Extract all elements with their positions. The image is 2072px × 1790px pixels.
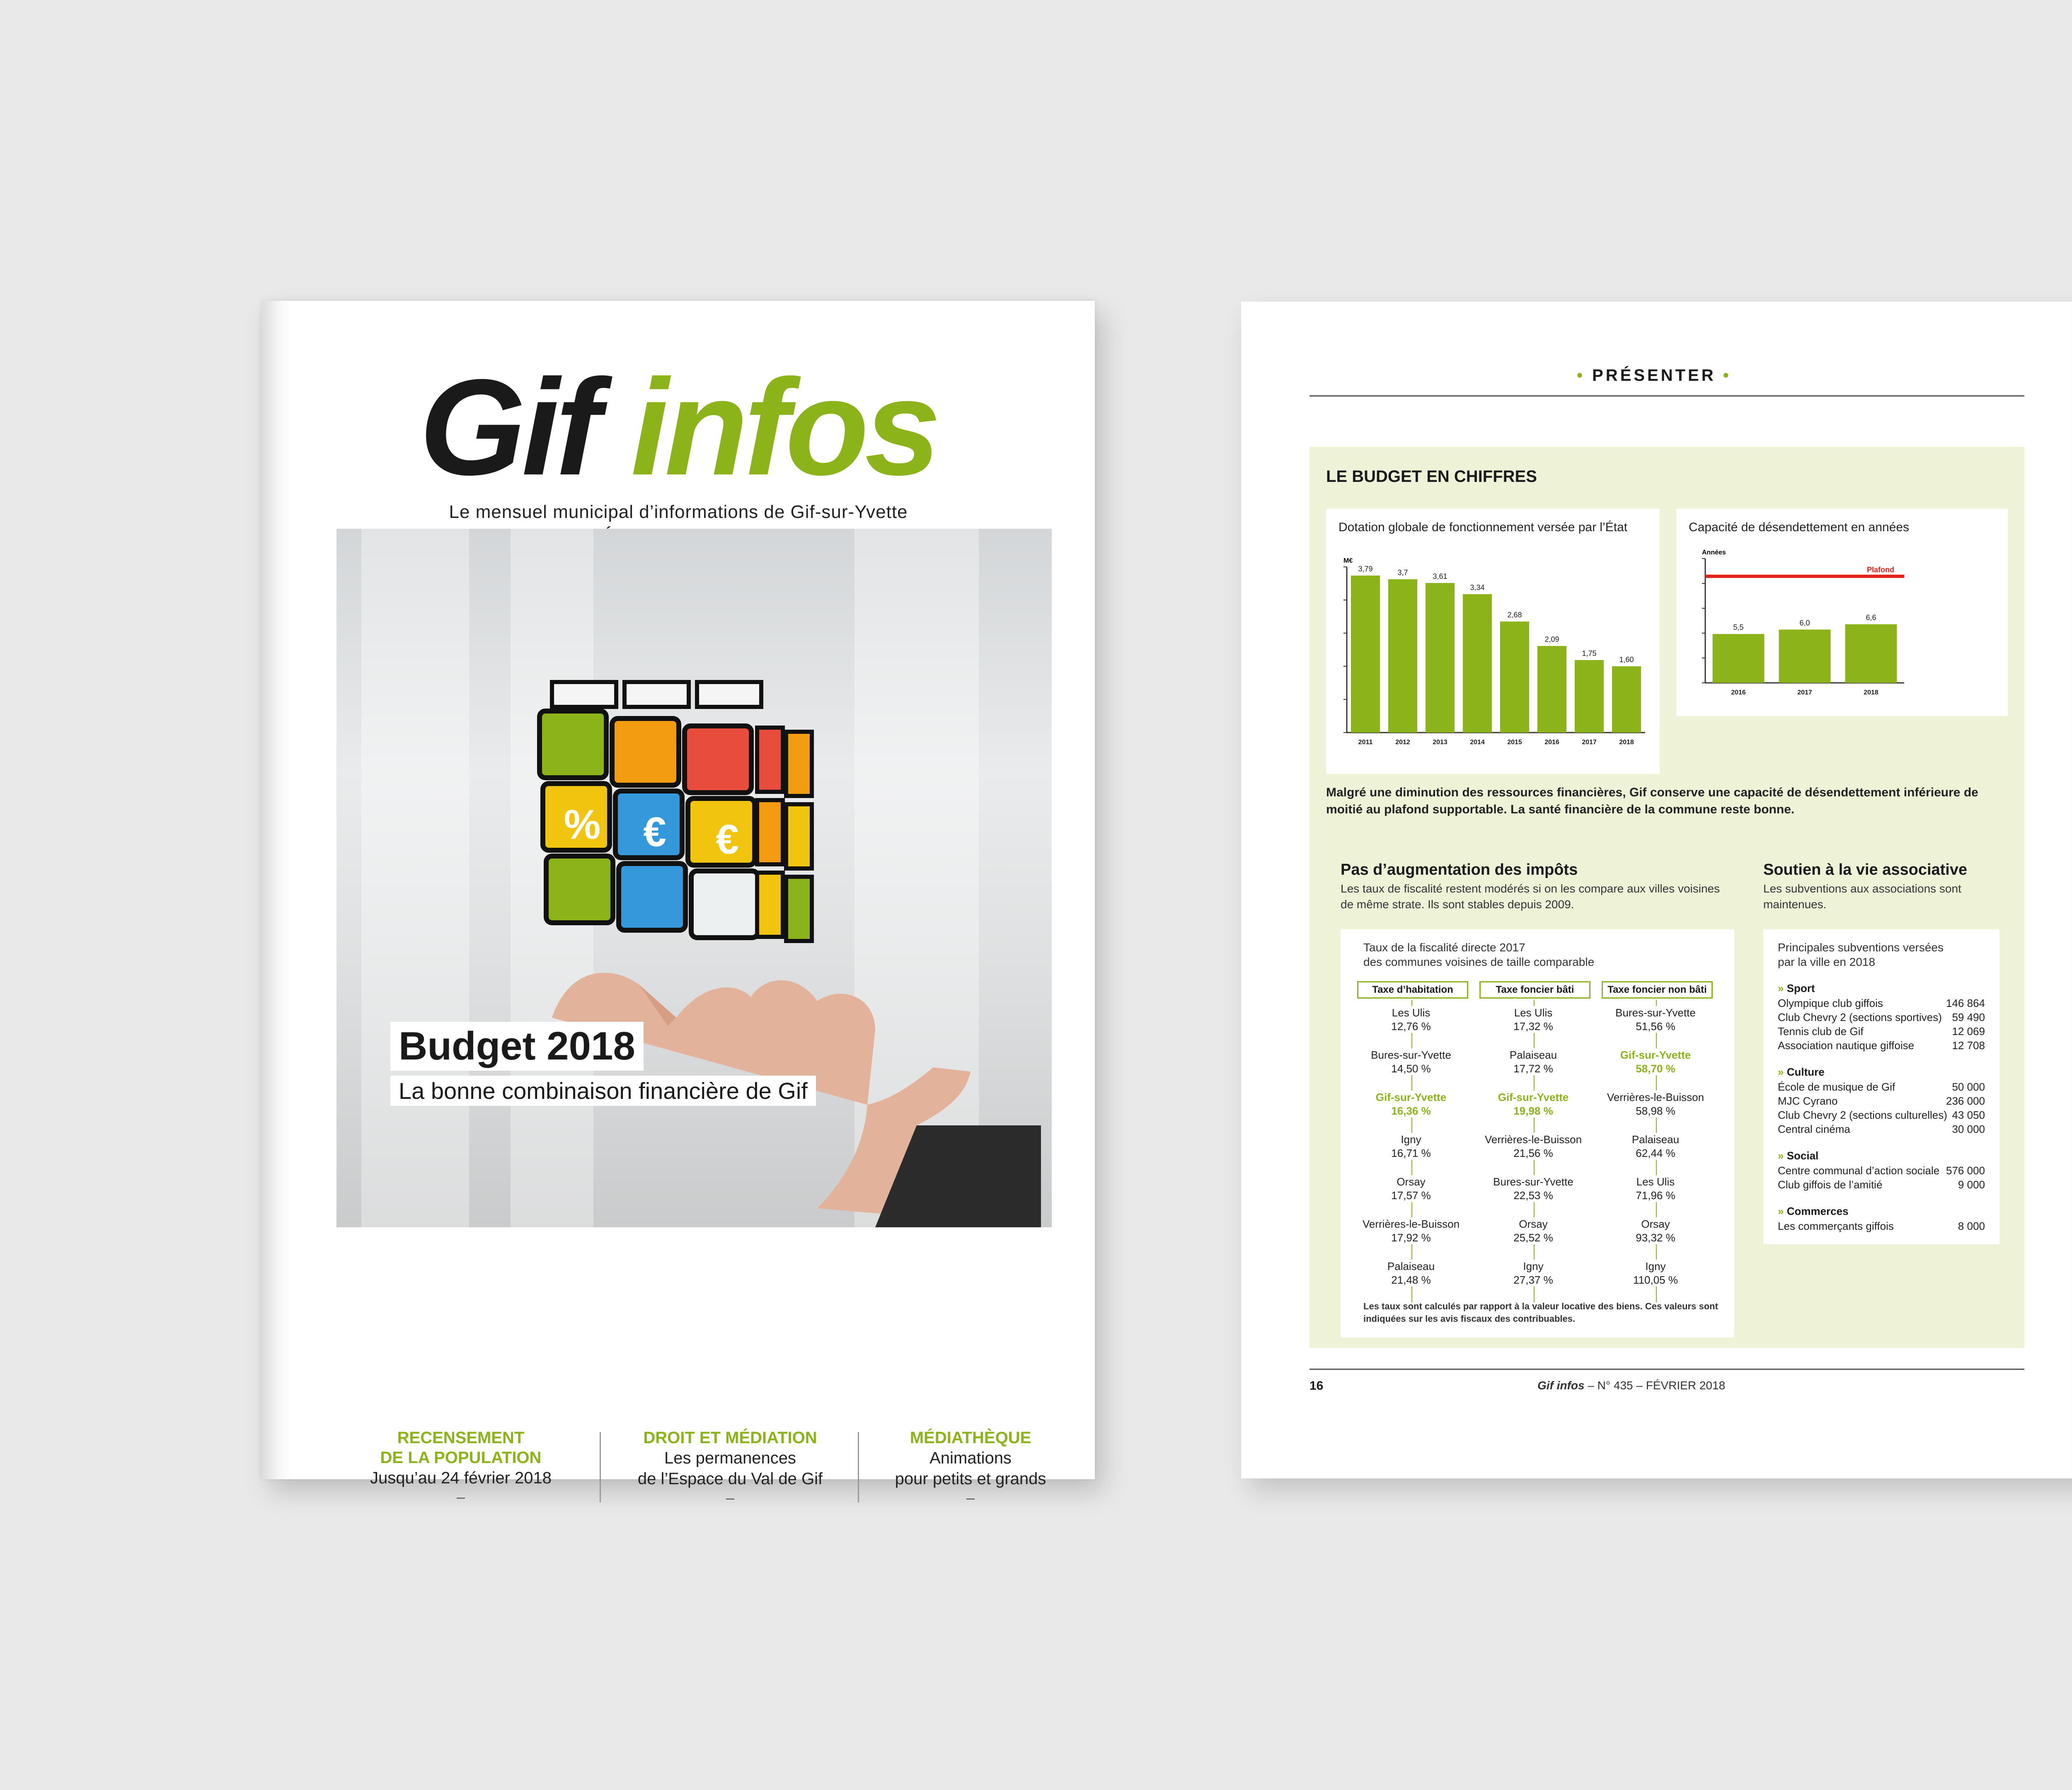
- subsidy-row: Association nautique giffoise 12 708: [1778, 1039, 1985, 1052]
- table-cell: [1598, 1091, 1714, 1118]
- cover-subheadline: La bonne combinaison financière de Gif: [390, 1076, 816, 1106]
- bar: [1351, 576, 1380, 733]
- cube-tile: [786, 804, 812, 868]
- category-label: 2012: [1395, 739, 1410, 746]
- commune-name: Gif-sur-Yvette: [1620, 1049, 1691, 1061]
- cube-tile: [697, 682, 761, 707]
- category-label: 2018: [1864, 689, 1878, 696]
- subsidy-row: Olympique club giffois 146 864: [1778, 997, 1985, 1009]
- commune-name: Les Ulis: [1636, 1176, 1675, 1188]
- category-label: 2017: [1582, 739, 1597, 746]
- table-cell: [1353, 1260, 1469, 1287]
- table-title: Taux de la fiscalité directe 2017: [1363, 941, 1525, 954]
- tax-rate: 25,52 %: [1513, 1231, 1553, 1244]
- commune-name: Les Ulis: [1392, 1006, 1431, 1019]
- cube-tile: [625, 682, 689, 707]
- teaser-text: Les permanences: [664, 1449, 796, 1467]
- commune-name: Palaiseau: [1509, 1049, 1557, 1061]
- logo-gif: Gif: [419, 351, 597, 503]
- cube-tile: [552, 682, 616, 707]
- tax-rate: 51,56 %: [1636, 1020, 1675, 1033]
- box-title: LE BUDGET EN CHIFFRES: [1326, 467, 1537, 486]
- cover-photo: [336, 529, 1052, 1227]
- page-number: 16: [1310, 1379, 1324, 1393]
- data-label: 2,68: [1507, 611, 1522, 619]
- data-label: 6,0: [1799, 619, 1810, 627]
- data-label: 6,6: [1866, 613, 1876, 622]
- commune-name: Les Ulis: [1514, 1006, 1553, 1019]
- category-label: 2011: [1358, 739, 1373, 746]
- subsidy-row: Centre communal d’action sociale 576 000: [1778, 1164, 1985, 1177]
- category-label: 2014: [1470, 739, 1485, 746]
- cover-headline: Budget 2018: [390, 1022, 644, 1071]
- table-cell: [1353, 1006, 1469, 1033]
- tax-table: [1341, 929, 1734, 1338]
- subsidy-row: Club giffois de l’amitié 9 000: [1778, 1178, 1985, 1191]
- tax-rate: 110,05 %: [1633, 1273, 1678, 1286]
- cover-teaser-census[interactable]: [345, 1428, 577, 1506]
- teaser-text: Animations: [929, 1449, 1012, 1467]
- teaser-dash: –: [456, 1488, 465, 1505]
- subsidy-row: École de musique de Gif 50 000: [1778, 1081, 1985, 1093]
- y-axis-label: M€: [1343, 557, 1353, 564]
- chart-card-debt: [1676, 509, 2008, 716]
- tax-rate: 62,44 %: [1636, 1147, 1675, 1159]
- bar: [1845, 624, 1897, 683]
- tax-rate: 19,98 %: [1513, 1104, 1553, 1117]
- magazine-cover: [262, 301, 1095, 1506]
- subsidy-row: Les commerçants giffois 8 000: [1778, 1220, 1985, 1232]
- cube-icon: €: [716, 816, 739, 863]
- cube-tile: [757, 800, 783, 864]
- bar: [1713, 634, 1765, 683]
- data-label: 3,34: [1470, 583, 1485, 592]
- subsidy-category: » Commerces: [1778, 1205, 1849, 1217]
- table-cell: [1353, 1175, 1469, 1202]
- taxes-text: Les taux de fiscalité restent modérés si on les compare aux villes voisines de même strate. Ils sont stables depuis 2009.: [1341, 882, 1720, 911]
- tax-rate: 17,72 %: [1513, 1062, 1553, 1075]
- category-label: 2017: [1797, 689, 1812, 696]
- commune-name: Palaiseau: [1387, 1260, 1435, 1272]
- commune-name: Bures-sur-Yvette: [1493, 1176, 1573, 1188]
- table-cell: [1353, 1091, 1469, 1118]
- commune-name: Bures-sur-Yvette: [1371, 1049, 1451, 1061]
- tax-rate: 58,98 %: [1636, 1104, 1675, 1117]
- table-cell: [1598, 1048, 1714, 1075]
- cube-tile: [786, 732, 812, 796]
- page-footer: Gif infos – N° 435 – FÉVRIER 2018: [1537, 1379, 1726, 1392]
- budget-summary: Malgré une diminution des ressources financières, Gif conserve une capacité de désendettement inférieure de moitié au plafond supportable. La santé financière de la commune reste bonne.: [1326, 786, 1978, 816]
- tax-rate: 58,70 %: [1636, 1062, 1675, 1075]
- data-label: 2,09: [1544, 635, 1559, 643]
- commune-name: Orsay: [1519, 1218, 1548, 1230]
- table-cell: [1475, 1260, 1591, 1287]
- cover-teaser-library[interactable]: [854, 1428, 1087, 1507]
- teaser-title: MÉDIATHÈQUE: [910, 1429, 1031, 1447]
- table-note: Les taux sont calculés par rapport à la valeur locative des biens. Ces valeurs sont indiquées sur les avis fiscaux des contribuables.: [1363, 1301, 1718, 1324]
- subsidy-category: » Social: [1778, 1149, 1819, 1162]
- y-axis-label: Années: [1702, 549, 1726, 556]
- left-page: [1241, 302, 2072, 1478]
- bar: [1779, 629, 1831, 683]
- tax-rate: 16,36 %: [1391, 1104, 1431, 1117]
- table-cell: [1598, 1175, 1714, 1202]
- commune-name: Orsay: [1641, 1218, 1670, 1230]
- teaser-title: DROIT ET MÉDIATION: [643, 1429, 817, 1447]
- cover-logo: [419, 351, 937, 503]
- table-title-2: des communes voisines de taille comparable: [1363, 955, 1595, 968]
- category-label: 2016: [1544, 739, 1559, 746]
- spread-gutter: [2070, 302, 2072, 1478]
- table-cell: [1353, 1217, 1469, 1244]
- commune-name: Orsay: [1397, 1176, 1426, 1188]
- table-cell: [1475, 1006, 1591, 1033]
- tax-rate: 93,32 %: [1636, 1231, 1675, 1244]
- bar: [1388, 579, 1417, 733]
- chart-title: Capacité de désendettement en années: [1689, 520, 1910, 534]
- teaser-title-2: DE LA POPULATION: [380, 1449, 542, 1467]
- bar: [1426, 583, 1455, 733]
- data-label: 5,5: [1733, 623, 1744, 632]
- table-cell: [1475, 1048, 1591, 1075]
- teaser-dash: –: [966, 1489, 975, 1506]
- debt-capacity-chart: [1676, 542, 2008, 716]
- cube-icon: %: [564, 801, 601, 848]
- commune-name: Gif-sur-Yvette: [1498, 1091, 1569, 1103]
- tax-rate: 71,96 %: [1636, 1189, 1675, 1202]
- commune-name: Palaiseau: [1631, 1133, 1680, 1146]
- bar: [1537, 646, 1566, 733]
- subsidy-row: MJC Cyrano 236 000: [1778, 1095, 1985, 1107]
- cover-tagline: Le mensuel municipal d’informations de Gif-sur-Yvette: [449, 502, 908, 522]
- cube-tile: [757, 728, 783, 792]
- subsidy-category: » Culture: [1778, 1066, 1825, 1078]
- magazine-spread: [1241, 302, 2072, 1478]
- table-cell: [1598, 1006, 1714, 1033]
- subsidies-card: [1763, 929, 1999, 1244]
- category-label: 2018: [1619, 739, 1634, 746]
- tax-rate: 16,71 %: [1391, 1147, 1431, 1159]
- table-cell: [1598, 1260, 1714, 1287]
- section-label: • PRÉSENTER •: [1577, 366, 1731, 385]
- teaser-title: RECENSEMENT: [397, 1429, 525, 1447]
- table-cell: [1475, 1217, 1591, 1244]
- teaser-text: Jusqu’au 24 février 2018: [370, 1469, 552, 1487]
- assoc-text: Les subventions aux associations sont maintenues.: [1763, 882, 1961, 911]
- table-column-header: Taxe d’habitation: [1357, 981, 1468, 999]
- tax-rate: 17,92 %: [1391, 1231, 1431, 1244]
- commune-name: Verrières-le-Buisson: [1362, 1218, 1460, 1230]
- teaser-dash: –: [726, 1489, 735, 1506]
- cube-tile: [612, 718, 679, 785]
- footer-rule: [1310, 1369, 2024, 1370]
- bar: [1463, 594, 1492, 733]
- data-label: 3,61: [1433, 572, 1447, 581]
- table-cell: [1353, 1133, 1469, 1160]
- header-rule: [1310, 395, 2024, 397]
- ceiling-label: Plafond: [1867, 565, 1894, 574]
- cube-tile: [685, 726, 751, 793]
- subsidy-row: Club Chevry 2 (sections culturelles) 43 050: [1778, 1109, 1985, 1121]
- subsidy-row: Central cinéma 30 000: [1778, 1123, 1985, 1135]
- tax-rate: 21,48 %: [1391, 1273, 1431, 1286]
- table-cell: [1475, 1175, 1591, 1202]
- chart-title: Dotation globale de fonctionnement versée par l’État: [1339, 520, 1628, 534]
- tax-rate: 14,50 %: [1391, 1062, 1431, 1075]
- teaser-text-2: pour petits et grands: [895, 1470, 1046, 1488]
- chart-card-dgf: [1326, 509, 1660, 774]
- table-cell: [1353, 1048, 1469, 1075]
- table-cell: [1475, 1133, 1591, 1160]
- teaser-text-2: de l’Espace du Val de Gif: [637, 1470, 823, 1488]
- bar: [1500, 622, 1529, 733]
- tax-rate: 17,32 %: [1513, 1020, 1553, 1033]
- subsidies-title-2: par la ville en 2018: [1778, 955, 1876, 968]
- data-label: 1,60: [1619, 656, 1634, 664]
- subsidies-title: Principales subventions versées: [1778, 941, 1944, 954]
- data-label: 3,79: [1358, 565, 1373, 573]
- commune-name: Gif-sur-Yvette: [1375, 1091, 1447, 1103]
- dgf-bar-chart: [1326, 542, 1660, 774]
- category-label: 2016: [1731, 689, 1746, 696]
- bar: [1612, 666, 1641, 733]
- table-column-header: Taxe foncier bâti: [1479, 981, 1590, 999]
- commune-name: Bures-sur-Yvette: [1615, 1006, 1696, 1019]
- commune-name: Igny: [1401, 1133, 1421, 1146]
- logo-infos: infos: [630, 351, 937, 503]
- cube-tile: [540, 711, 606, 778]
- subsidy-row: Tennis club de Gif 12 069: [1778, 1025, 1985, 1038]
- budget-box: [1310, 447, 2024, 1348]
- tax-rate: 12,76 %: [1391, 1020, 1431, 1033]
- data-label: 3,7: [1397, 568, 1408, 577]
- tax-rate: 22,53 %: [1513, 1189, 1553, 1202]
- assoc-title: Soutien à la vie associative: [1763, 861, 1968, 878]
- category-label: 2015: [1507, 739, 1522, 746]
- tax-rate: 17,57 %: [1391, 1189, 1431, 1202]
- commune-name: Igny: [1645, 1260, 1666, 1272]
- commune-name: Igny: [1523, 1260, 1544, 1272]
- table-column-header: Taxe foncier non bâti: [1602, 981, 1713, 999]
- taxes-title: Pas d’augmentation des impôts: [1341, 861, 1578, 878]
- commune-name: Verrières-le-Buisson: [1607, 1091, 1704, 1103]
- subsidy-row: Club Chevry 2 (sections sportives) 59 490: [1778, 1011, 1985, 1023]
- commune-name: Verrières-le-Buisson: [1484, 1133, 1582, 1146]
- bar: [1575, 660, 1604, 733]
- category-label: 2013: [1433, 739, 1447, 746]
- cover-spine: [262, 301, 291, 1479]
- cube-icon: €: [643, 809, 666, 855]
- table-cell: [1475, 1091, 1591, 1118]
- tax-rate: 27,37 %: [1513, 1273, 1553, 1286]
- data-label: 1,75: [1582, 649, 1597, 658]
- table-cell: [1598, 1217, 1714, 1244]
- table-cell: [1598, 1133, 1714, 1160]
- subsidy-category: » Sport: [1778, 982, 1815, 994]
- cover-divider: [600, 1432, 601, 1502]
- tax-rate: 21,56 %: [1513, 1147, 1553, 1159]
- cover-teaser-mediation[interactable]: [614, 1428, 846, 1507]
